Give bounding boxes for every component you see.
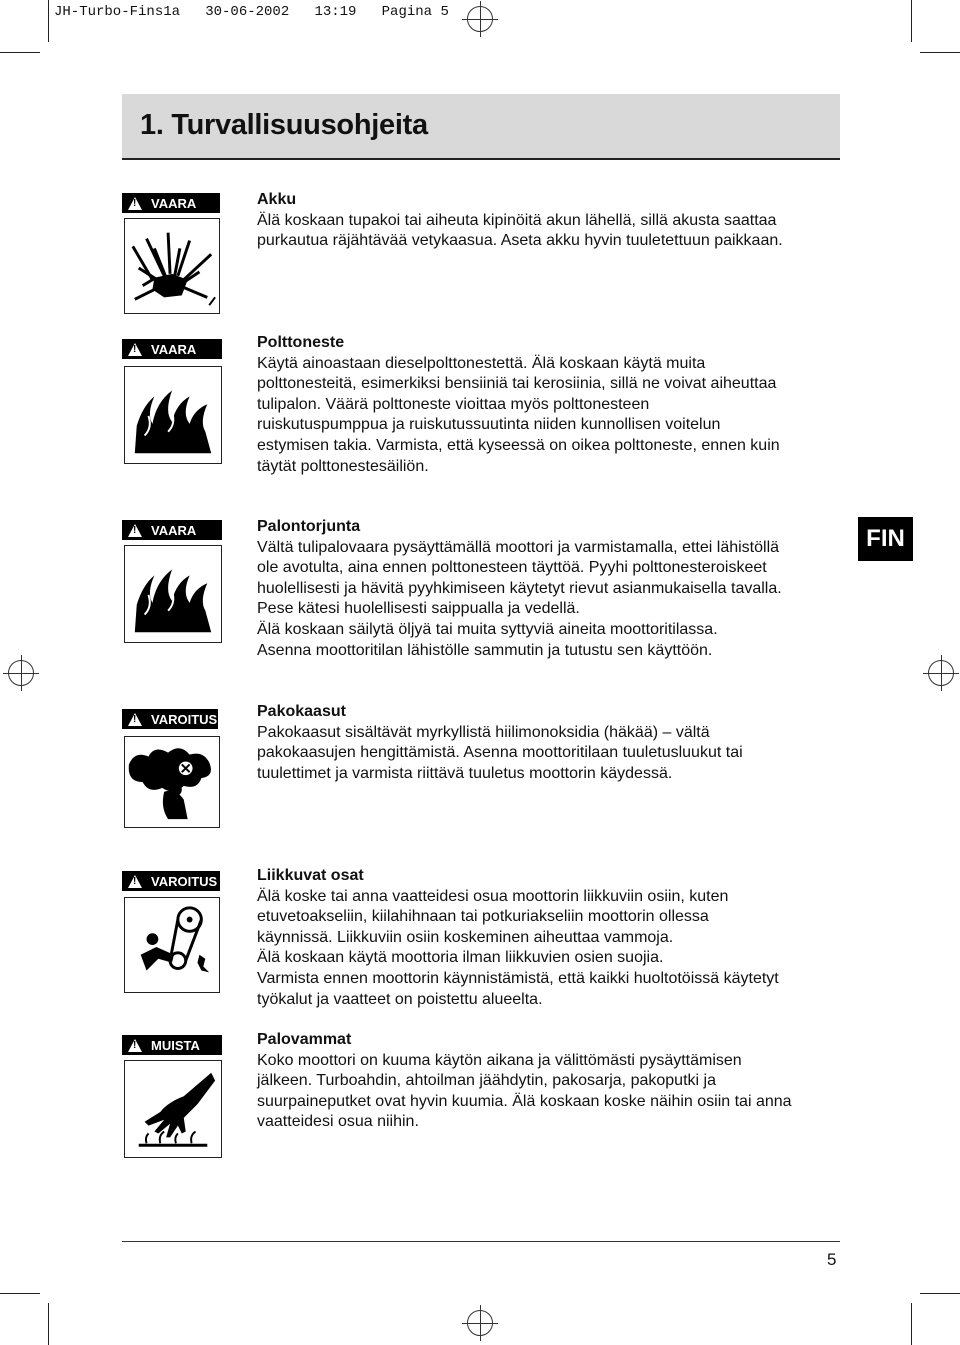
crop-mark: [0, 1293, 40, 1294]
section-burns: [257, 1030, 857, 1133]
section-line: polttonesteitä, esimerkiksi bensiiniä tai kerosiinia, sillä ne voivat aiheuttaa: [257, 375, 777, 393]
warning-label: [122, 1035, 222, 1055]
warning-triangle-icon: [128, 197, 142, 210]
crop-mark: [920, 1293, 960, 1294]
warning-label-text: VAROITUS: [151, 873, 218, 889]
crop-mark: [911, 0, 912, 42]
registration-mark: [467, 6, 493, 32]
warning-triangle-icon: [128, 524, 142, 537]
section-line: Käytä ainoastaan dieselpolttonestettä. Älä koskaan käytä muita: [257, 354, 706, 372]
section-line: Älä koskaan säilytä öljyä tai muita syttyviä aineita moottoritilassa.: [257, 620, 718, 638]
page-title: 1. Turvallisuusohjeita: [140, 109, 428, 141]
warning-triangle-icon: [128, 875, 142, 888]
explosion-icon: [124, 218, 220, 314]
section-line: ruiskutuspumppua ja ruiskutussuutinta niiden kunnollisen voitelun: [257, 416, 721, 434]
warning-label-text: MUISTA: [151, 1037, 200, 1053]
warning-triangle-icon: [128, 713, 142, 726]
crop-mark: [911, 1303, 912, 1345]
section-line: estymisen takia. Varmista, että kyseessä on oikea polttoneste, ennen kuin: [257, 436, 780, 454]
section-heading: Akku: [257, 191, 297, 208]
fire-icon: [124, 366, 222, 464]
crop-mark: [48, 0, 49, 42]
section-line: ole avotulta, aina ennen polttonesteen täyttöä. Pyyhi polttonesteroiskeet: [257, 559, 767, 577]
section-heading: Polttoneste: [257, 334, 345, 351]
section-line: Pese kätesi huolellisesti saippualla ja vedellä.: [257, 600, 580, 618]
section-battery: [257, 190, 857, 252]
section-line: suurpaineputket ovat hyvin kuumia. Älä koskaan koske näihin osiin tai anna: [257, 1092, 792, 1110]
section-heading: Palovammat: [257, 1031, 352, 1048]
fire-icon: [124, 545, 222, 643]
section-heading: Palontorjunta: [257, 518, 361, 535]
footer-rule: [122, 1241, 840, 1242]
section-line: Asenna moottoritilan lähistölle sammutin ja tutustu sen käyttöön.: [257, 641, 713, 659]
section-line: Varmista ennen moottorin käynnistämistä, että kaikki huoltotöissä käytetyt: [257, 969, 779, 987]
warning-label-text: VAARA: [151, 341, 197, 357]
toxic-fumes-icon: [124, 736, 220, 828]
section-line: purkautua räjähtävää vetykaasua. Aseta akku hyvin tuuletettuun paikkaan.: [257, 232, 783, 250]
section-line: huolellisesti ja hävitä pyyhkimiseen käytetyt rievut asianmukaisella tavalla.: [257, 579, 782, 597]
section-line: vaatteidesi osua niihin.: [257, 1113, 419, 1131]
warning-label: [122, 193, 220, 213]
section-line: Koko moottori on kuuma käytön aikana ja välittömästi pysäyttämisen: [257, 1051, 742, 1069]
section-line: tulipalon. Väärä polttoneste vioittaa myös polttonesteen: [257, 395, 650, 413]
warning-label: [122, 871, 220, 891]
warning-label-text: VAROITUS: [151, 711, 218, 727]
warning-label: [122, 709, 218, 729]
section-line: työkalut ja vaatteet on poistettu alueelta.: [257, 990, 543, 1008]
section-line: Pakokaasut sisältävät myrkyllistä hiilimonoksidia (häkää) – vältä: [257, 723, 710, 741]
section-line: Vältä tulipalovaara pysäyttämällä moottori ja varmistamalla, ettei lähistöllä: [257, 538, 780, 556]
registration-mark: [928, 660, 954, 686]
warning-triangle-icon: [128, 343, 142, 356]
section-line: Älä koskaan käytä moottoria ilman liikkuvien osien suojia.: [257, 949, 664, 967]
warning-label-text: VAARA: [151, 522, 197, 538]
section-line: täytät polttonestesäiliön.: [257, 457, 429, 475]
language-tab: FIN: [858, 517, 913, 561]
section-moving-parts: [257, 866, 857, 1010]
moving-parts-icon: [124, 897, 220, 993]
section-line: etuvetoakseliin, kiilahihnaan tai potkuriakseliin moottorin ollessa: [257, 908, 709, 926]
page-number: 5: [827, 1250, 837, 1269]
section-heading: Pakokaasut: [257, 703, 346, 720]
section-line: Älä koskaan tupakoi tai aiheuta kipinöitä akun lähellä, sillä akusta saattaa: [257, 211, 777, 229]
section-line: käynnissä. Liikkuviin osiin koskeminen aiheuttaa vammoja.: [257, 928, 674, 946]
title-band: [122, 94, 840, 160]
section-line: pakokaasujen hengittämistä. Asenna moottoritilaan tuuletusluukut tai: [257, 744, 743, 762]
warning-label-text: VAARA: [151, 195, 197, 211]
section-line: Älä koske tai anna vaatteidesi osua moottorin liikkuviin osiin, kuten: [257, 887, 729, 905]
hot-surface-icon: [124, 1060, 222, 1158]
print-slug: JH-Turbo-Fins1a 30-06-2002 13:19 Pagina 5: [54, 4, 449, 20]
crop-mark: [48, 1303, 49, 1345]
crop-mark: [920, 52, 960, 53]
warning-label: [122, 339, 222, 359]
section-line: tuulettimet ja varmista riittävä tuuletus moottorin käydessä.: [257, 764, 673, 782]
section-exhaust: [257, 702, 857, 784]
warning-label: [122, 520, 222, 540]
section-fire-prevention: [257, 517, 857, 661]
section-heading: Liikkuvat osat: [257, 867, 364, 884]
registration-mark: [467, 1310, 493, 1336]
crop-mark: [0, 52, 40, 53]
registration-mark: [8, 660, 34, 686]
section-fuel: [257, 333, 857, 477]
section-line: jälkeen. Turboahdin, ahtoilman jäähdytin, pakosarja, pakoputki ja: [257, 1072, 716, 1090]
warning-triangle-icon: [128, 1039, 142, 1052]
